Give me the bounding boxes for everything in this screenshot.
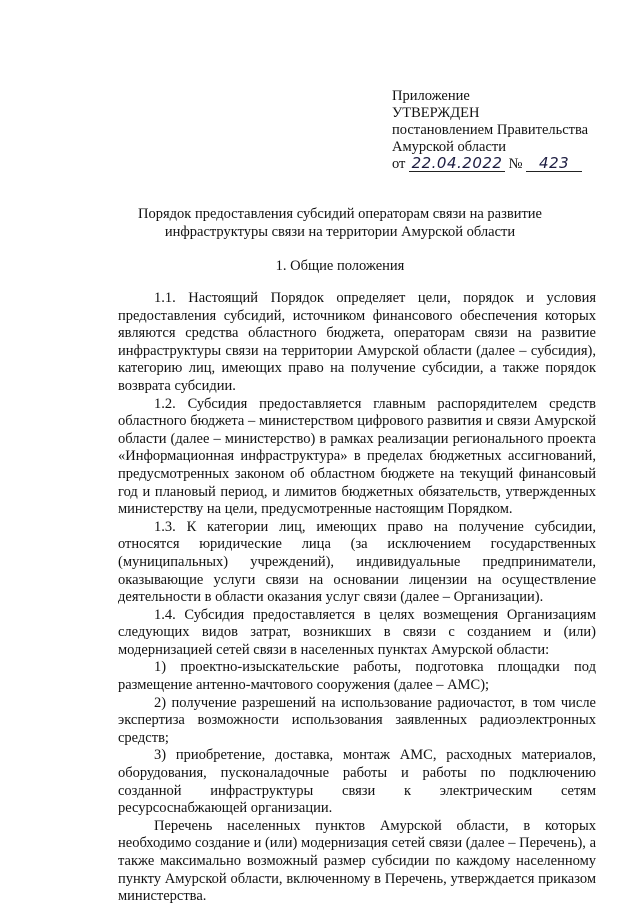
list-item-3: 3) приобретение, доставка, монтаж АМС, расходных материалов, оборудования, пусконаладочные работы и работы по подключению созданной инфраструктуры связи к электрическим сетям ресурсоснабжающей организации. — [118, 747, 596, 817]
approval-region-label: Амурской области — [392, 139, 506, 155]
document-body — [118, 290, 596, 906]
list-item-1: 1) проектно-изыскательские работы, подготовка площадки под размещение антенно-мачтового сооружения (далее – АМС); — [118, 659, 596, 694]
paragraph-1-4: 1.4. Субсидия предоставляется в целях возмещения Организациям следующих видов затрат, возникших в связи с созданием и (или) модернизацией сетей связи в населенных пунктах Амурской области: — [118, 606, 596, 658]
paragraph-1-2: 1.2. Субсидия предоставляется главным распорядителем средств областного бюджета – министерством цифрового развития и связи Амурской области (далее – министерство) в рамках реализации регионального проекта «Информационная инфраструктура» в пределах бюджетных ассигнований, предусмотренных законом об областном бюджете на текущий финансовый год и плановый период, и лимитов бюджетных обязательств, утвержденных министерству на цели, предусмотренные настоящим Порядком. — [118, 395, 596, 518]
section-heading: 1. Общие положения — [275, 258, 405, 274]
paragraph-list-of-settlements: Перечень населенных пунктов Амурской области, в которых необходимо создание и (или) модернизация сетей связи (далее – Перечень), а также максимально возможный размер субсидии по каждому населенному пункту Амурской области, включенному в Перечень, утверждается приказом министерства. — [118, 817, 596, 905]
document-title — [120, 205, 560, 241]
handwritten-number: 423 — [526, 156, 582, 172]
title-line-1: Порядок предоставления субсидий операторам связи на развитие — [138, 206, 542, 222]
handwritten-date: 22.04.2022 — [409, 156, 505, 172]
paragraph-1-3: 1.3. К категории лиц, имеющих право на получение субсидии, относятся юридические лица (за исключением государственных (муниципальных) учреждений), индивидуальные предприниматели, оказывающие услуги связи на основании лицензии на осуществление деятельности в области оказания услуг связи (далее – Организации). — [118, 518, 596, 606]
approval-block — [392, 88, 622, 173]
paragraph-1-1: 1.1. Настоящий Порядок определяет цели, порядок и условия предоставления субсидий, источником финансового обеспечения которых являются средства областного бюджета, операторам связи на развитие инфраструктуры связи на территории Амурской области (далее – субсидия), категорию лиц, имеющих право на получение субсидии, а также порядок возврата субсидии. — [118, 290, 596, 394]
date-prefix: от — [392, 156, 406, 172]
approval-appendix-label: Приложение — [392, 88, 470, 104]
number-label: № — [508, 156, 523, 172]
title-line-2: инфраструктуры связи на территории Амурской области — [164, 224, 516, 240]
approval-date-line — [392, 156, 622, 173]
approval-resolution-label: постановлением Правительства — [392, 122, 589, 138]
list-item-2: 2) получение разрешений на использование радиочастот, в том числе экспертиза возможности использования заявленных радиоэлектронных средств; — [118, 694, 596, 746]
approval-approved-label: УТВЕРЖДЕН — [392, 105, 480, 121]
